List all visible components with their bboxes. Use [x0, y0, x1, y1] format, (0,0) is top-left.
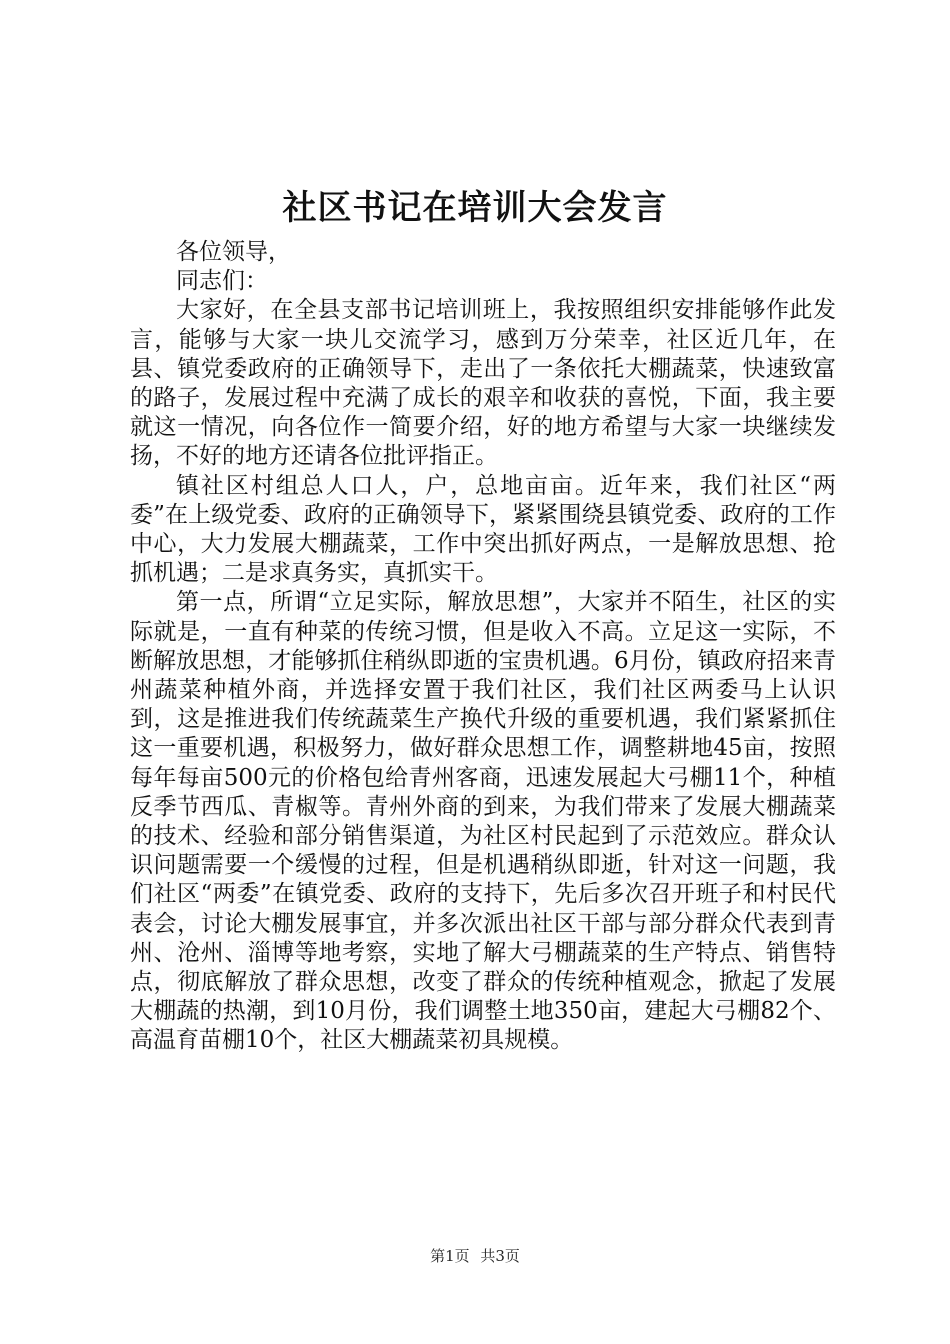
- page-footer: [0, 1246, 950, 1266]
- paragraph-introduction: 大家好，在全县支部书记培训班上，我按照组织安排能够作此发言，能够与大家一块儿交流学习，感到万分荣幸，社区近几年，在县、镇党委政府的正确领导下，走出了一条依托大棚蔬菜，快速致富的路子，发展过程中充满了成长的艰辛和收获的喜悦，下面，我主要就这一情况，向各位作一简要介绍，好的地方希望与大家一块继续发扬，不好的地方还请各位批评指正。: [130, 297, 836, 470]
- paragraph-first-point: 第一点，所谓“立足实际，解放思想”，大家并不陌生，社区的实际就是，一直有种菜的传统习惯，但是收入不高。立足这一实际，不断解放思想，才能够抓住稍纵即逝的宝贵机遇。6月份，镇政府招来青州蔬菜种植外商，并选择安置于我们社区，我们社区两委马上认识到，这是推进我们传统蔬菜生产换代升级的重要机遇，我们紧紧抓住这一重要机遇，积极努力，做好群众思想工作，调整耕地45亩，按照每年每亩500元的价格包给青州客商，迅速发展起大弓棚11个，种植反季节西瓜、青椒等。青州外商的到来，为我们带来了发展大棚蔬菜的技术、经验和部分销售渠道，为社区村民起到了示范效应。群众认识问题需要一个缓慢的过程，但是机遇稍纵即逝，针对这一问题，我们社区“两委”在镇党委、政府的支持下，先后多次召开班子和村民代表会，讨论大棚发展事宜，并多次派出社区干部与部分群众代表到青州、沧州、淄博等地考察，实地了解大弓棚蔬菜的生产特点、销售特点，彻底解放了群众思想，改变了群众的传统种植观念，掀起了发展大棚蔬的热潮，到10月份，我们调整土地350亩，建起大弓棚82个、高温育苗棚10个，社区大棚蔬菜初具规模。: [130, 589, 836, 1054]
- page-number: 第1页: [430, 1247, 470, 1265]
- paragraph-community-overview: 镇社区村组总人口人，户，总地亩亩。近年来，我们社区“两委”在上级党委、政府的正确领导下，紧紧围绕县镇党委、政府的工作中心，大力发展大棚蔬菜，工作中突出抓好两点，一是解放思想、抢抓机遇；二是求真务实，真抓实干。: [130, 472, 836, 587]
- page-total: 共3页: [480, 1247, 520, 1265]
- document-title: 社区书记在培训大会发言: [282, 188, 668, 228]
- salutation-comrades: 同志们：: [176, 268, 268, 295]
- salutation-leaders: 各位领导，: [176, 239, 291, 265]
- document-body: [130, 238, 836, 1056]
